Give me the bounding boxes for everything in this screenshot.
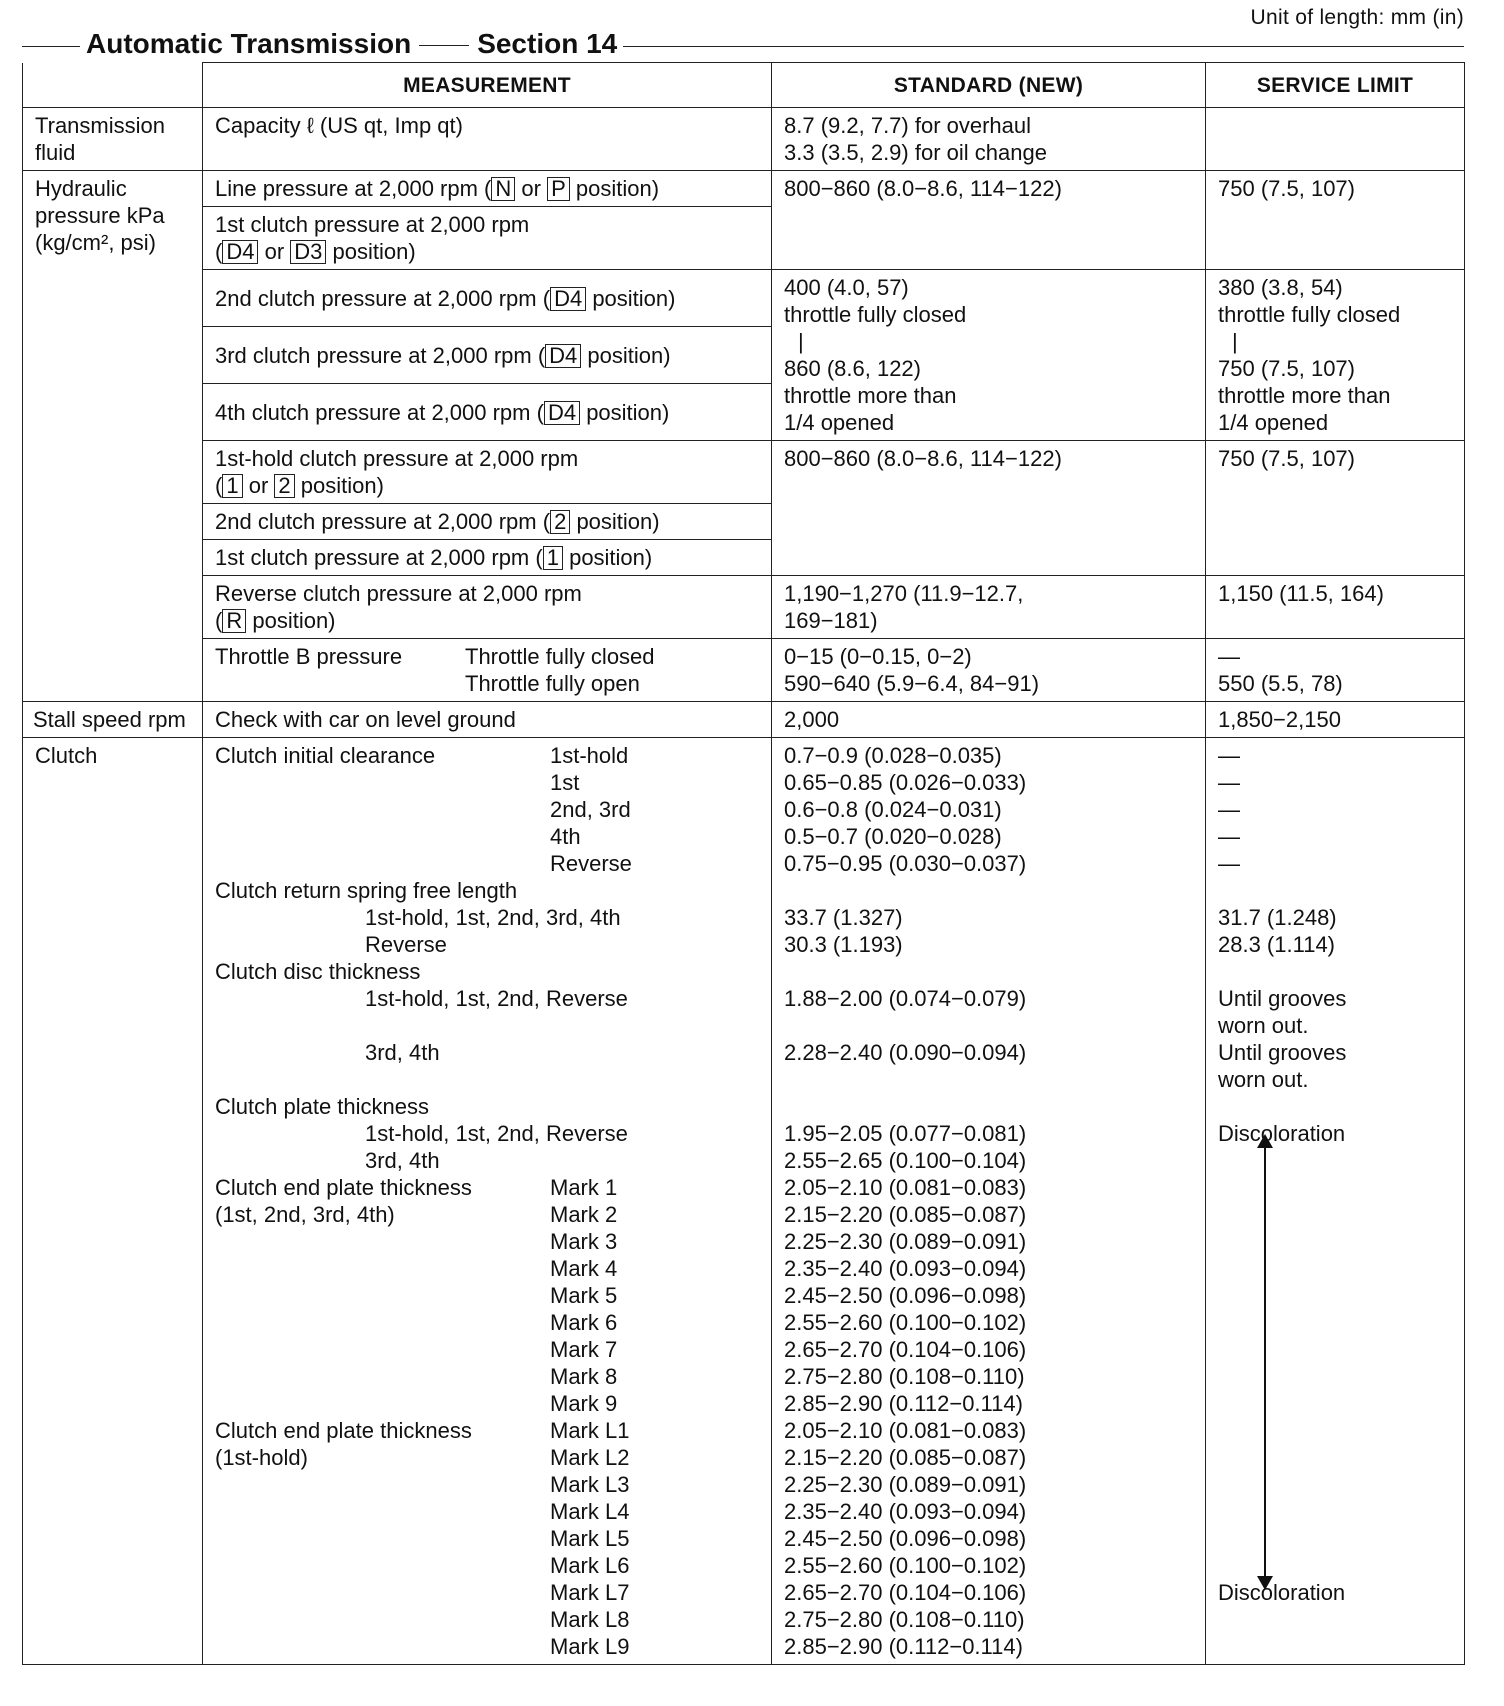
std-reverse-1: 1,190−1,270 (11.9−12.7, [784,581,1024,606]
end-std-1: 2.15−2.20 (0.085−0.087) [784,1202,1027,1227]
fourth-pre: 4th clutch pressure at 2,000 rpm ( [215,399,544,425]
meas-third-clutch [203,327,772,384]
lim-stall: 1,850−2,150 [1206,702,1465,738]
cat-clutch: Clutch [23,738,203,1665]
initial-sub-0: 1st-hold [550,743,629,768]
fourth-post: position) [586,399,670,425]
initial-lim-3: — [1218,824,1240,849]
second2-pre: 2nd clutch pressure at 2,000 rpm ( [215,509,551,534]
initial-lim-4: — [1218,851,1240,876]
discoloration-bottom: Discoloration [1218,1580,1346,1605]
reverse-pre: ( [215,608,223,633]
first-pre: ( [215,239,223,264]
reverse-l1: Reverse clutch pressure at 2,000 rpm [215,581,582,606]
initial-std-0: 0.7−0.9 (0.028−0.035) [784,743,1002,768]
std-hold: 800−860 (8.0−8.6, 114−122) [772,441,1206,576]
second-post: position) [592,285,676,311]
box-2: 2 [274,474,294,498]
row-second-clutch [23,270,1465,327]
endh-mark-1: Mark L2 [550,1445,630,1470]
first-l1: 1st clutch pressure at 2,000 rpm [215,212,530,237]
discoloration-top: Discoloration [1218,1121,1346,1146]
box-d4-3: D4 [545,344,581,368]
initial-sub-4: Reverse [550,851,632,876]
double-arrow-icon [1264,1146,1266,1578]
title-separator [419,45,469,46]
end-mark-6: Mark 7 [550,1337,618,1362]
third-post: position) [587,342,671,368]
end-std-7: 2.75−2.80 (0.108−0.110) [784,1364,1025,1389]
unit-note: Unit of length: mm (in) [1250,6,1464,29]
endh-mark-7: Mark L8 [550,1607,630,1632]
spring-sub-1: Reverse [365,932,447,957]
endh-mark-8: Mark L9 [550,1634,630,1659]
end-std-2: 2.25−2.30 (0.089−0.091) [784,1229,1027,1254]
row-throttle [23,639,1465,702]
end-mark-4: Mark 5 [550,1283,618,1308]
std-d4-group [772,270,1206,441]
plate-sub-1: 3rd, 4th [365,1148,440,1173]
lim-d4-5: 1/4 opened [1218,410,1329,435]
row-stall [23,702,1465,738]
disc-lim-0b: worn out. [1218,1013,1309,1038]
endh-std-3: 2.35−2.40 (0.093−0.094) [784,1499,1027,1524]
endh-mark-4: Mark L5 [550,1526,630,1551]
initial-sub-1: 1st [550,770,580,795]
box-d4-4: D4 [544,401,580,425]
std-d4-2: | [798,329,804,354]
plate-std-1: 2.55−2.65 (0.100−0.104) [784,1148,1027,1173]
row-hold-clutch [23,441,1465,504]
end-std-0: 2.05−2.10 (0.081−0.083) [784,1175,1027,1200]
meas-first-clutch [203,207,772,270]
end-mark-8: Mark 9 [550,1391,618,1416]
cat-hydraulic: Hydraulic pressure kPa (kg/cm², psi) [23,171,203,702]
endh-mark-5: Mark L6 [550,1553,630,1578]
endh-std-8: 2.85−2.90 (0.112−0.114) [784,1634,1023,1659]
endh-label-1: Clutch end plate thickness [215,1418,472,1443]
header-measurement: MEASUREMENT [203,63,772,108]
first1-pre: 1st clutch pressure at 2,000 rpm ( [215,545,543,570]
initial-lim-0: — [1218,743,1240,768]
spring-std-1: 30.3 (1.193) [784,932,903,957]
meas-stall: Check with car on level ground [203,702,772,738]
meas-hold-clutch [203,441,772,504]
std-fluid-2: 3.3 (3.5, 2.9) for oil change [784,140,1047,165]
header-limit: SERVICE LIMIT [1206,63,1465,108]
second2-post: position) [576,509,660,534]
row-fluid [23,108,1465,171]
end-std-3: 2.35−2.40 (0.093−0.094) [784,1256,1027,1281]
row-clutch [23,738,1465,1665]
row-reverse-clutch [23,576,1465,639]
end-mark-2: Mark 3 [550,1229,618,1254]
end-std-5: 2.55−2.60 (0.100−0.102) [784,1310,1027,1335]
initial-std-4: 0.75−0.95 (0.030−0.037) [784,851,1027,876]
second-pre: 2nd clutch pressure at 2,000 rpm ( [215,285,551,311]
initial-lim-1: — [1218,770,1240,795]
throttle-spacer [215,670,465,697]
meas-reverse-clutch [203,576,772,639]
end-mark-5: Mark 6 [550,1310,618,1335]
endh-mark-6: Mark L7 [550,1580,630,1605]
lim-fluid [1206,108,1465,171]
std-d4-3: 860 (8.6, 122) [784,356,921,381]
spring-sub-0: 1st-hold, 1st, 2nd, 3rd, 4th [365,905,621,930]
meas-second-2 [203,504,772,540]
throttle-c1: Throttle fully closed [465,644,655,669]
end-std-4: 2.45−2.50 (0.096−0.098) [784,1283,1027,1308]
disc-lim-1b: worn out. [1218,1067,1309,1092]
end-std-6: 2.65−2.70 (0.104−0.106) [784,1337,1027,1362]
cat-stall: Stall speed rpm [23,702,203,738]
endh-std-0: 2.05−2.10 (0.081−0.083) [784,1418,1027,1443]
end-label-2: (1st, 2nd, 3rd, 4th) [215,1202,395,1227]
std-throttle-1: 0−15 (0−0.15, 0−2) [784,644,972,669]
lim-line-pressure: 750 (7.5, 107) [1206,171,1465,270]
box-p: P [547,177,570,201]
meas-line-pressure [203,171,772,207]
end-label-1: Clutch end plate thickness [215,1175,472,1200]
initial-std-1: 0.65−0.85 (0.026−0.033) [784,770,1027,795]
disc-sub-1: 3rd, 4th [365,1040,440,1065]
std-reverse [772,576,1206,639]
arrow-space [1218,1147,1452,1579]
std-stall: 2,000 [772,702,1206,738]
endh-mark-3: Mark L4 [550,1499,630,1524]
hold-l1: 1st-hold clutch pressure at 2,000 rpm [215,446,579,471]
disc-label: Clutch disc thickness [215,959,421,984]
box-1b: 1 [543,546,563,570]
plate-sub-0: 1st-hold, 1st, 2nd, Reverse [365,1121,628,1146]
end-std-8: 2.85−2.90 (0.112−0.114) [784,1391,1023,1416]
std-fluid [772,108,1206,171]
spring-lim-0: 31.7 (1.248) [1218,905,1337,930]
std-d4-1: throttle fully closed [784,302,967,327]
reverse-post: position) [252,608,336,633]
endh-std-2: 2.25−2.30 (0.089−0.091) [784,1472,1027,1497]
end-mark-0: Mark 1 [550,1175,618,1200]
plate-label: Clutch plate thickness [215,1094,429,1119]
endh-mark-2: Mark L3 [550,1472,630,1497]
lim-throttle-1: — [1218,644,1240,669]
box-2b: 2 [550,510,570,534]
lim-d4-1: throttle fully closed [1218,302,1401,327]
box-d4: D4 [222,240,258,264]
box-d3: D3 [290,240,326,264]
initial-label: Clutch initial clearance [215,743,436,768]
box-1: 1 [222,474,242,498]
std-d4-0: 400 (4.0, 57) [784,275,909,300]
title-text: Automatic Transmission [86,28,412,59]
meas-fourth-clutch [203,384,772,441]
initial-std-3: 0.5−0.7 (0.020−0.028) [784,824,1002,849]
lim-hold: 750 (7.5, 107) [1206,441,1465,576]
first-post: position) [332,239,416,264]
disc-sub-0: 1st-hold, 1st, 2nd, Reverse [365,986,628,1011]
third-pre: 3rd clutch pressure at 2,000 rpm ( [215,342,546,368]
meas-fluid: Capacity ℓ (US qt, Imp qt) [203,108,772,171]
endh-std-5: 2.55−2.60 (0.100−0.102) [784,1553,1027,1578]
lim-d4-3: 750 (7.5, 107) [1218,356,1355,381]
lim-throttle-2: 550 (5.5, 78) [1218,671,1343,696]
endh-std-6: 2.65−2.70 (0.104−0.106) [784,1580,1027,1605]
end-mark-1: Mark 2 [550,1202,618,1227]
line-pre: Line pressure at 2,000 rpm ( [215,176,492,201]
lim-clutch [1206,738,1465,1665]
disc-std-1: 2.28−2.40 (0.090−0.094) [784,1040,1027,1065]
std-clutch [772,738,1206,1665]
meas-first-1 [203,540,772,576]
line-post: position) [575,176,660,201]
box-n: N [491,177,515,201]
disc-std-0: 1.88−2.00 (0.074−0.079) [784,986,1027,1011]
section-text: Section 14 [477,28,618,59]
hold-pre: ( [215,473,223,498]
header-row [23,63,1465,108]
lim-d4-0: 380 (3.8, 54) [1218,275,1343,300]
lim-reverse: 1,150 (11.5, 164) [1206,576,1465,639]
first-mid: or [264,239,285,264]
endh-std-4: 2.45−2.50 (0.096−0.098) [784,1526,1027,1551]
spring-std-0: 33.7 (1.327) [784,905,903,930]
plate-std-0: 1.95−2.05 (0.077−0.081) [784,1121,1027,1146]
disc-lim-0a: Until grooves [1218,986,1347,1011]
line-mid: or [521,176,541,201]
first1-post: position) [569,545,653,570]
lim-d4-2: | [1232,329,1238,354]
end-mark-7: Mark 8 [550,1364,618,1389]
std-reverse-2: 169−181) [784,608,878,633]
std-fluid-1: 8.7 (9.2, 7.7) for overhaul [784,113,1032,138]
endh-std-7: 2.75−2.80 (0.108−0.110) [784,1607,1025,1632]
throttle-label: Throttle B pressure [215,644,403,669]
spring-label: Clutch return spring free length [215,878,518,903]
throttle-c2: Throttle fully open [465,671,640,696]
std-throttle-2: 590−640 (5.9−6.4, 84−91) [784,671,1040,696]
cat-fluid: Transmission fluid [23,108,203,171]
lim-throttle [1206,639,1465,702]
page-title [80,28,623,60]
initial-lim-2: — [1218,797,1240,822]
hold-post: position) [300,473,384,498]
spring-lim-1: 28.3 (1.114) [1218,932,1336,957]
disc-lim-1a: Until grooves [1218,1040,1347,1065]
std-throttle [772,639,1206,702]
box-d4-2: D4 [550,287,586,311]
initial-sub-2: 2nd, 3rd [550,797,631,822]
std-d4-4: throttle more than [784,383,957,408]
hold-mid: or [248,473,269,498]
header-blank [23,63,203,108]
endh-label-2: (1st-hold) [215,1445,308,1470]
spec-table [22,62,1465,1665]
lim-d4-4: throttle more than [1218,383,1391,408]
meas-clutch [203,738,772,1665]
end-mark-3: Mark 4 [550,1256,618,1281]
meas-throttle [203,639,772,702]
endh-mark-0: Mark L1 [550,1418,630,1443]
endh-std-1: 2.15−2.20 (0.085−0.087) [784,1445,1027,1470]
row-line-pressure [23,171,1465,207]
meas-second-clutch [203,270,772,327]
header-standard: STANDARD (NEW) [772,63,1206,108]
std-d4-5: 1/4 opened [784,410,895,435]
initial-sub-3: 4th [550,824,581,849]
lim-d4-group [1206,270,1465,441]
initial-std-2: 0.6−0.8 (0.024−0.031) [784,797,1002,822]
box-r: R [222,609,246,633]
std-line-pressure: 800−860 (8.0−8.6, 114−122) [772,171,1206,270]
